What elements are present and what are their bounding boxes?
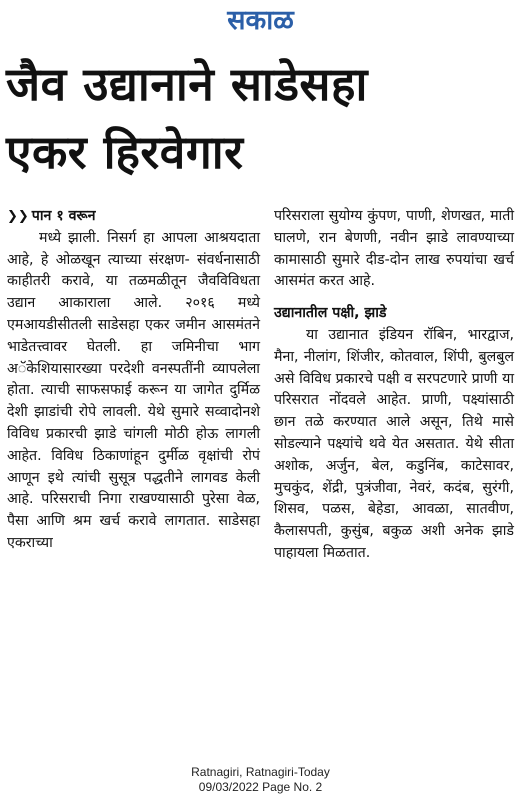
- footer-edition: Ratnagiri, Ratnagiri-Today: [191, 765, 330, 779]
- headline-line-2: एकर हिरवेगार: [6, 125, 244, 179]
- right-column-paragraph-1: परिसराला सुयोग्य कुंपण, पाणी, शेणखत, माती घालणे, रान बेणणी, नवीन झाडे लावण्याच्या कामासाठी सुमारे दीड-दोन लाख रुपयांचा खर्च आसमंत करत आहे.: [274, 208, 514, 290]
- page-footer: [0, 765, 521, 795]
- headline-line-1: जैव उद्यानाने साडेसहा: [6, 57, 368, 111]
- left-column-body: मध्ये झाली. निसर्ग हा आपला आश्रयदाता आहे, हे ओळखून त्याच्या संरक्षण- संवर्धनासाठी काहीतरी करावे, या तळमळीतून जैवविविधता उद्यान आकाराला आले. २०१६ मध्ये एमआयडीसीतली साडेसहा एकर जमीन आसमंतने भाडेतत्त्वावर घेतली. हा जमिनीचा भाग अॅकेशियासारख्या परदेशी वनस्पतींनी व्यापलेला होता. त्याची साफसफाई करून या जागेत दुर्मिळ देशी झाडांची रोपे लावली. येथे सुमारे सव्वादोनशे विविध प्रकारची झाडे चांगली मोठी होऊ लागली आहेत. विविध ठिकाणांहून दुर्मीळ वृक्षांची रोपं आणून इथे त्यांची सुसूत्र पद्धतीने लागवड केली आहे. परिसराची निगा राखण्यासाठी पुरेसा वेळ, पैसा आणि श्रम खर्च करावे लागतात. साडेसहा एकराच्या: [7, 229, 260, 551]
- left-column: [7, 206, 260, 555]
- section-subheading: उद्यानातील पक्षी, झाडे: [274, 305, 387, 322]
- newspaper-masthead: सकाळ: [227, 5, 294, 36]
- footer-date-page: 09/03/2022 Page No. 2: [198, 780, 323, 794]
- article-headline: [6, 50, 511, 186]
- double-chevron-icon: ❯❯: [7, 209, 29, 224]
- continuation-label: [7, 206, 260, 228]
- right-column-paragraph-2: या उद्यानात इंडियन रॉबिन, भारद्वाज, मैना, नीलांग, शिंजीर, कोतवाल, शिंपी, बुलबुल असे विविध प्रकारचे पक्षी व सरपटणारे प्राणी या परिसरात नोंदवले आहेत. प्राणी, पक्ष्यांसाठी छान तळे करण्यात आले असून, तिथे मासे सोडल्याने पक्ष्यांचे थवे येत असतात. येथे सीता अशोक, अर्जुन, बेल, कडुनिंब, काटेसावर, मुचकुंद, शेंद्री, पुत्रंजीवा, नेवरं, कदंब, सुरंगी, शिसव, पळस, बेहेडा, आवळा, सातवीण, कैलासपती, कुसुंब, बकुळ अशी अनेक झाडे पाहायला मिळतात.: [274, 326, 514, 561]
- right-column: [274, 206, 514, 565]
- continuation-text: पान १ वरून: [31, 208, 96, 224]
